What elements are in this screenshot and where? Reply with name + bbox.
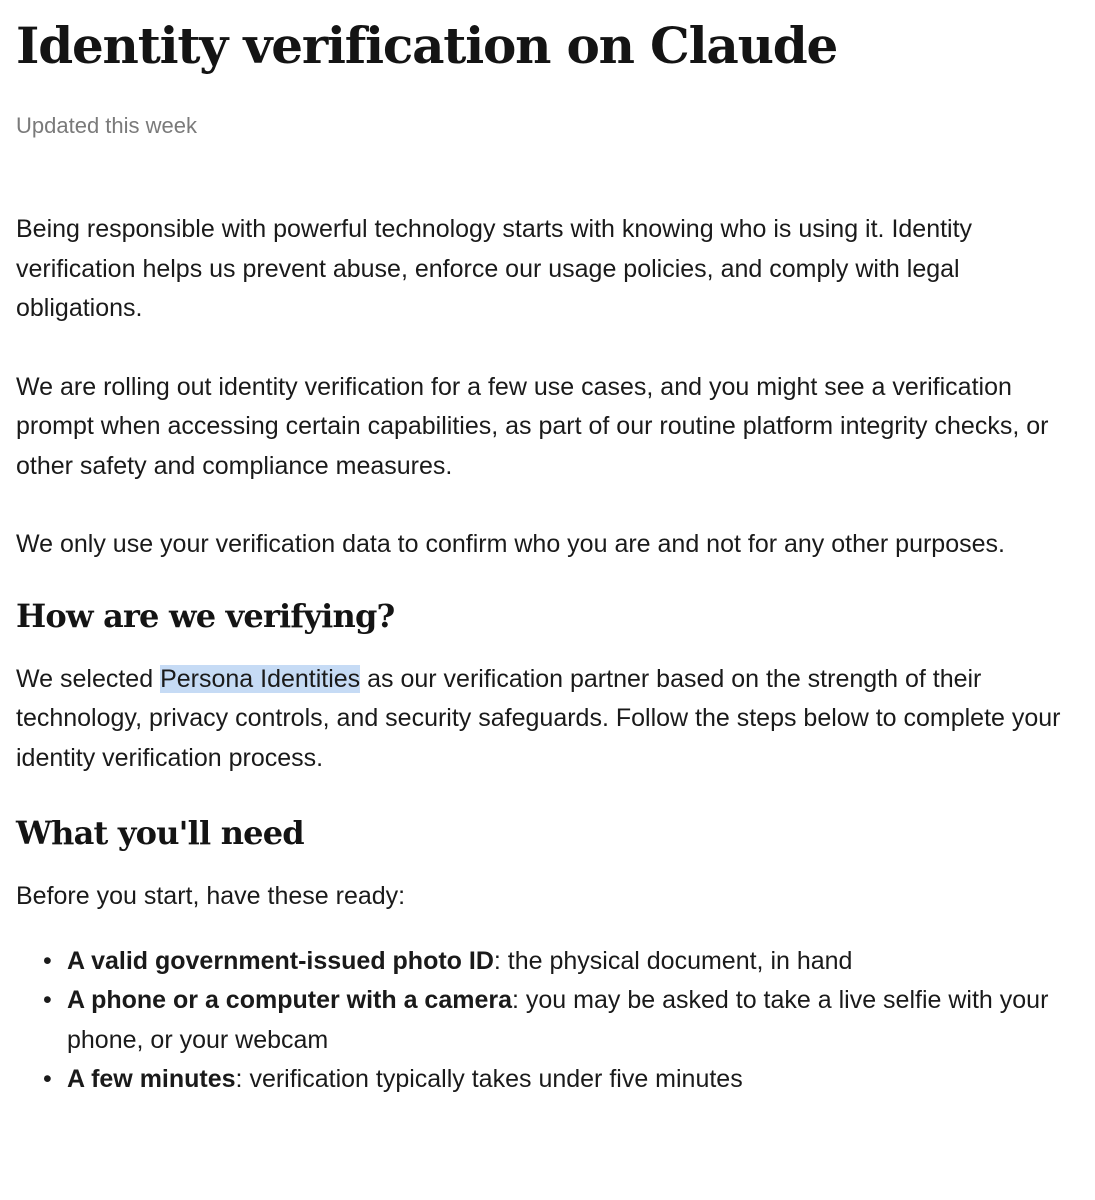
- verification-partner-paragraph: [16, 660, 1076, 779]
- intro-paragraph-1: Being responsible with powerful technology starts with knowing who is using it. Identity verification helps us prevent abuse, enforce our usage policies, and comply with legal obligations.: [16, 215, 973, 322]
- list-item-text: : verification typically takes under five minutes: [235, 1065, 743, 1093]
- intro-paragraph-2: We are rolling out identity verification for a few use cases, and you might see a verification prompt when accessing certain capabilities, as part of our routine platform integrity checks, or other safety and compliance measures.: [16, 372, 1049, 480]
- partner-text-before: We selected: [16, 664, 161, 693]
- list-item: [43, 1060, 1076, 1100]
- page-title: Identity verification on Claude: [16, 16, 838, 75]
- heading-how-verifying: How are we verifying?: [16, 596, 395, 635]
- list-item-text: : the physical document, in hand: [493, 946, 853, 975]
- updated-timestamp: Updated this week: [16, 113, 197, 138]
- list-item: [43, 942, 1076, 982]
- bullet-icon: •: [43, 986, 52, 1014]
- needs-lead: Before you start, have these ready:: [16, 882, 406, 910]
- list-item: [43, 981, 1076, 1060]
- persona-identities-selection[interactable]: Persona Identities: [160, 664, 361, 693]
- needs-list: [16, 942, 1076, 1100]
- heading-what-you-need: What you'll need: [16, 814, 304, 852]
- partner-text-after: as our verification partner based on the strength of their technology, privacy controls, and security safeguards. Follow the steps below to complete your identity verification process.: [16, 664, 1061, 772]
- bullet-icon: •: [43, 946, 52, 975]
- article: [16, 0, 1076, 1100]
- list-item-bold: A phone or a computer with a camera: [67, 986, 513, 1014]
- list-item-bold: A few minutes: [67, 1065, 236, 1093]
- list-item-text: : you may be asked to take a live selfie with your phone, or your webcam: [67, 986, 1049, 1054]
- bullet-icon: •: [43, 1065, 52, 1093]
- intro-paragraph-3: We only use your verification data to confirm who you are and not for any other purposes.: [16, 530, 1005, 558]
- list-item-bold: A valid government-issued photo ID: [67, 946, 494, 975]
